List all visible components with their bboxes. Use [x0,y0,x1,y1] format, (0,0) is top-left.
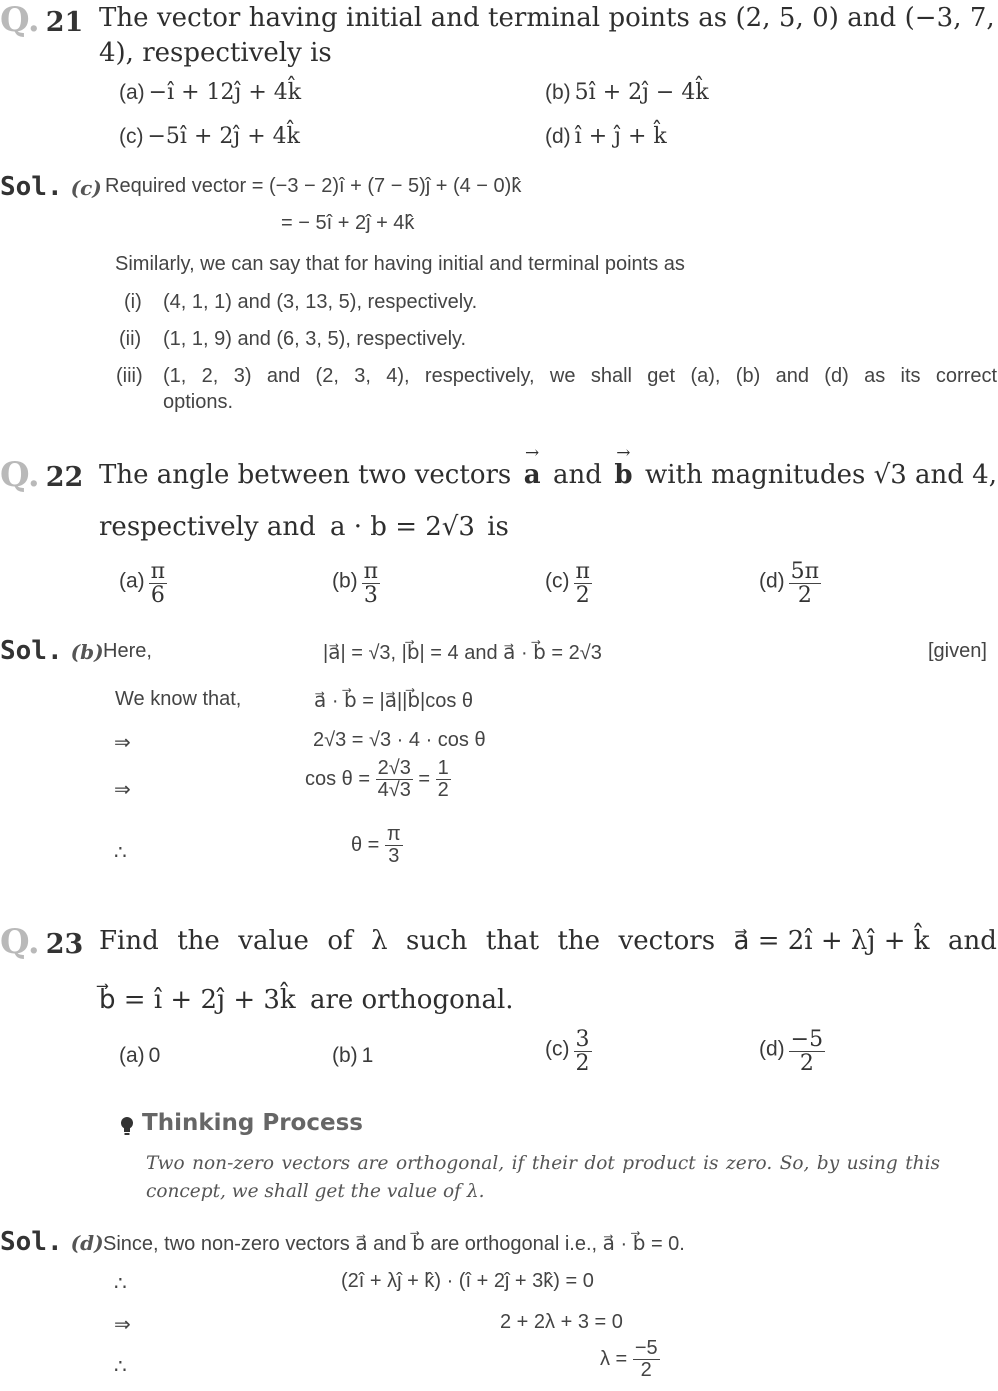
thinking-line2: concept, we shall get the value of λ. [146,1181,485,1202]
q22-implies-2: ⇒ [114,779,131,801]
step2-lhs: cos θ = [305,767,371,790]
q22-text-a: The angle between two vectors [99,460,512,490]
option-label: (c) [119,125,144,148]
lightbulb-icon [120,1116,134,1136]
frac-num: π [575,559,590,584]
q23-text-line1 [99,926,997,956]
option-label: (b) [332,1044,358,1067]
q23-option-c [545,1028,592,1075]
q23-word: of [327,926,353,956]
q23-line2-text: are orthogonal. [309,985,514,1015]
q23-option-d [759,1028,825,1075]
q22-text-b: with magnitudes √3 and 4, [644,460,997,490]
option-label: (a) [119,569,145,593]
q23-word: that [485,926,540,956]
frac-den: 2 [575,1051,590,1077]
q23-word: the [557,926,601,956]
q21-item-i-text: (4, 1, 1) and (3, 13, 5), respectively. [163,291,478,313]
q22-sol-know: We know that, [115,688,242,710]
q23-sol-step2: 2 + 2λ + 3 = 0 [500,1311,623,1333]
sol-answer: (d) [70,1231,104,1255]
frac-den: 6 [149,583,167,607]
q23-header [0,922,83,962]
frac-den: 3 [362,583,380,607]
q21-mark: Q. [0,0,40,40]
option-fraction [574,560,592,607]
q23-number: 23 [45,929,84,960]
frac-num: 2√3 [377,757,411,779]
step3-fraction [633,1338,660,1381]
frac-den: 2 [574,583,592,607]
option-expr: 5î + 2ĵ − 4k̂ [574,80,709,105]
q22-number: 22 [45,462,84,493]
q23-word: such [406,926,468,956]
frac-num: 1 [437,757,449,779]
frac-num: −5 [634,1337,658,1359]
q22-text-line1 [99,443,997,490]
q22-therefore: ∴ [114,842,127,864]
sol-label: Sol. [0,636,63,666]
q22-sol-know-expr: a⃗ · b⃗ = |a⃗||b⃗|cos θ [314,690,474,712]
q22-text-line2 [99,512,509,542]
q23-sol-step1: (2î + λĵ + k̂) · (î + 2ĵ + 3k̂) = 0 [341,1270,594,1292]
q21-item-iii-text: (1, 2, 3) and (2, 3, 4), respectively, we shall get (a), (b) and (d) as its correct [163,365,997,387]
step3-lhs: λ = [600,1347,628,1370]
q21-item-iii-label: (iii) [116,365,143,387]
option-label: (d) [759,1037,785,1061]
frac-den: 2 [437,779,449,801]
q22-vec-a: → a [523,443,541,490]
q22-sol-step2 [305,758,451,801]
q21-sol-line1: Required vector = (−3 − 2)î + (7 − 5)ĵ + (4 − 0)k̂ [105,175,522,197]
frac-num: 3 [575,1027,590,1052]
option-label: (d) [759,569,785,593]
q23-implies: ⇒ [114,1314,131,1336]
frac-num: π [150,559,166,584]
option-value: 0 [148,1044,161,1067]
q22-solution-header [0,636,104,666]
option-label: (c) [545,569,570,593]
q23-therefore-2: ∴ [114,1356,127,1378]
q21-sol-similarly: Similarly, we can say that for having initial and terminal points as [115,253,685,275]
q22-option-b [332,560,380,607]
q22-sol-given-expr: |a⃗| = √3, |b⃗| = 4 and a⃗ · b⃗ = 2√3 [323,642,602,664]
q23-word: the [177,926,220,956]
q23-text-line2 [99,985,514,1015]
option-value: 1 [361,1044,374,1067]
q23-mark: Q. [0,922,40,962]
q21-option-d [545,124,667,149]
q21-item-ii-label: (ii) [119,328,142,350]
q23-word: value [238,926,309,956]
option-label: (a) [119,81,145,104]
q21-sol-line2: = − 5î + 2ĵ + 4k̂ [281,212,415,234]
frac-den: 2 [789,1051,825,1075]
q22-line2-a: respectively and [99,512,316,542]
q23-word: vectors [618,926,716,956]
q23-option-a [119,1044,160,1068]
q21-header [0,0,83,40]
option-fraction [789,1028,825,1075]
option-label: (b) [545,81,571,104]
q22-implies-1: ⇒ [114,732,131,754]
frac-den: 2 [789,583,821,607]
frac-num: π [363,559,379,584]
option-fraction [789,560,821,607]
frac-den: 4√3 [377,779,411,801]
q23-word: λ [371,926,388,956]
frac-den: 2 [633,1359,660,1381]
q22-mark: Q. [0,455,40,495]
q21-option-b [545,80,709,105]
q23-therefore-1: ∴ [114,1273,127,1295]
option-expr: −5î + 2ĵ + 4k̂ [147,124,300,149]
q22-option-d [759,560,821,607]
vec-letter: b [614,460,633,490]
step2-eq: = [418,767,431,790]
option-label: (d) [545,125,571,148]
q21-option-c [119,124,300,149]
frac-den: 3 [385,845,403,867]
q23-option-b [332,1044,373,1068]
option-label: (a) [119,1044,145,1067]
thinking-process-title: Thinking Process [142,1110,363,1136]
frac-num: 5π [790,559,820,584]
q23-and: and [947,926,997,956]
option-label: (b) [332,569,358,593]
thinking-line1: Two non-zero vectors are orthogonal, if their dot product is zero. So, by using this [146,1153,940,1174]
frac-num: π [386,823,401,845]
step2-fraction2 [436,758,451,801]
q21-text-line2: 4), respectively is [99,38,332,68]
option-fraction [574,1028,592,1075]
option-expr: î + ĵ + k̂ [574,124,667,149]
vec-letter: a [523,460,541,490]
step3-fraction [385,824,403,867]
q22-line2-b: is [487,512,509,542]
q22-header [0,455,83,495]
option-label: (c) [545,1037,570,1061]
step3-lhs: θ = [351,833,380,856]
thinking-process-heading [120,1110,363,1136]
q21-item-iii-text2: options. [163,391,234,413]
sol-answer: (b) [70,640,104,664]
q22-vec-b: → b [614,443,633,490]
q22-sol-step1: 2√3 = √3 · 4 · cos θ [313,729,486,751]
q22-line2-dot: a · b = 2√3 [330,512,475,542]
option-expr: −î + 12ĵ + 4k̂ [148,80,302,105]
q23-sol-step3 [600,1338,660,1381]
q23-vec-a-expr: a⃗ = 2î + λĵ + k̂ [733,926,930,956]
sol-answer: (c) [70,176,102,200]
q22-option-a [119,560,167,607]
q23-word: Find [99,926,159,956]
q23-solution-header [0,1227,104,1257]
sol-label: Sol. [0,172,63,202]
q21-solution-header [0,172,102,202]
q22-sol-here: Here, [103,640,152,662]
q23-sol-line1: Since, two non-zero vectors a⃗ and b⃗ are orthogonal i.e., a⃗ · b⃗ = 0. [103,1233,685,1255]
q22-sol-given: [given] [928,640,987,662]
frac-num: −5 [790,1027,824,1052]
q23-vec-b-expr: b⃗ = î + 2ĵ + 3k̂ [99,985,296,1015]
q22-and: and [552,460,602,490]
q21-item-i-label: (i) [124,291,142,313]
step2-fraction1 [376,758,413,801]
sol-label: Sol. [0,1227,63,1257]
option-fraction [149,560,167,607]
q21-item-ii-text: (1, 1, 9) and (6, 3, 5), respectively. [163,328,467,350]
option-fraction [362,560,380,607]
q21-text-line1: The vector having initial and terminal points as (2, 5, 0) and (−3, 7, [99,3,995,33]
q22-option-c [545,560,592,607]
q21-number: 21 [45,7,84,38]
q22-sol-step3 [351,824,403,867]
q21-option-a [119,80,301,105]
